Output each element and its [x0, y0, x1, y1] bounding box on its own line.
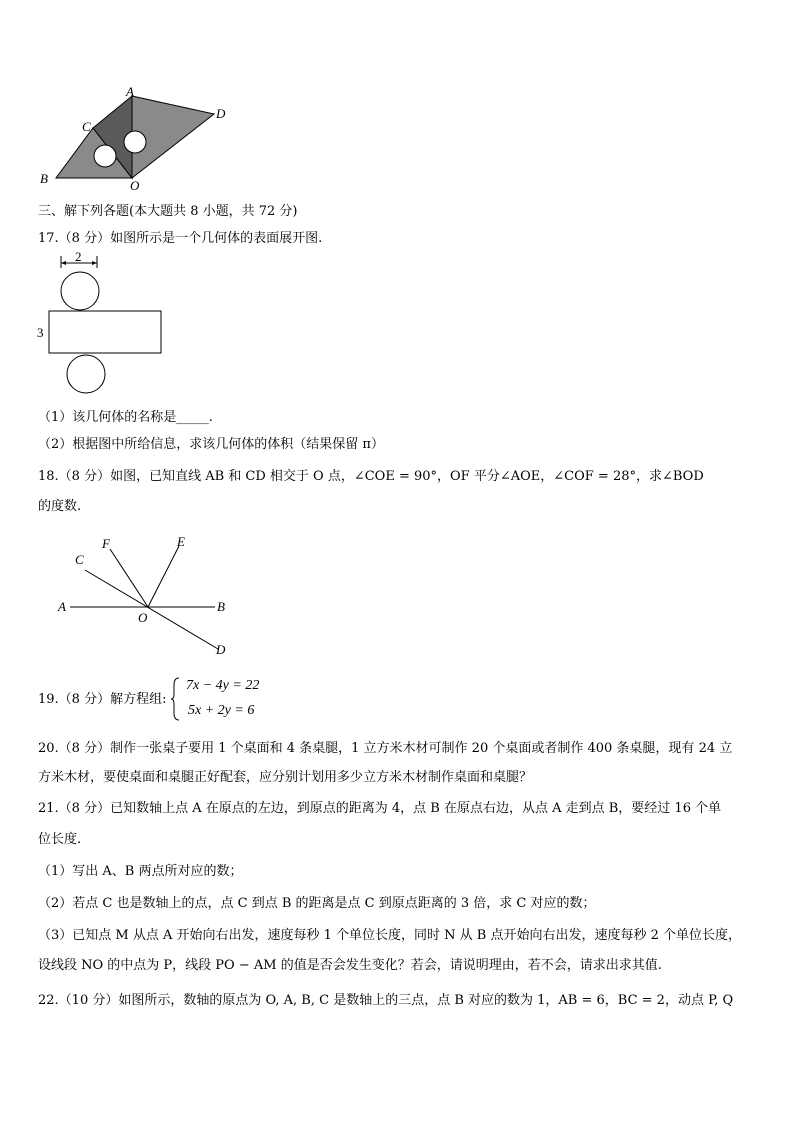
q22-line1: 22.（10 分）如图所示，数轴的原点为 O, A, B, C 是数轴上的三点，点 B 对应的数为 1，AB = 6，BC = 2，动点 P, Q [38, 993, 734, 1008]
q21-part2: （2）若点 C 也是数轴上的点，点 C 到点 B 的距离是点 C 到原点距离的 3 倍，求 C 对应的数； [38, 896, 596, 911]
lateral-rectangle [49, 311, 161, 353]
q21-line1: 21.（8 分）已知数轴上点 A 在原点的左边，到原点的距离为 4，点 B 在原点右边，从点 A 走到点 B，要经过 16 个单 [38, 801, 722, 816]
label-d: D [216, 642, 226, 657]
q18-line1: 18.（8 分）如图，已知直线 AB 和 CD 相交于 O 点，∠COE = 90°，OF 平分∠AOE，∠COF = 28°，求∠BOD [38, 469, 704, 484]
q18-line2: 的度数. [38, 499, 82, 514]
brace-icon [170, 677, 180, 721]
q19-stem: 19.（8 分）解方程组: [38, 692, 167, 707]
q17-part2: （2）根据图中所给信息，求该几何体的体积（结果保留 π） [38, 437, 384, 452]
label-d: D [216, 106, 226, 121]
q21-line2: 位长度. [38, 832, 82, 847]
label-a: A [58, 599, 66, 614]
label-a: A [126, 84, 134, 99]
section-heading: 三、解下列各题(本大题共 8 小题，共 72 分) [38, 204, 298, 219]
dim-top-width: 2 [75, 250, 82, 264]
q20-line1: 20.（8 分）制作一张桌子要用 1 个桌面和 4 条桌腿，1 立方米木材可制作 20 个桌面或者制作 400 条桌腿，现有 24 立 [38, 741, 733, 756]
label-o: O [138, 610, 148, 625]
label-c: C [75, 552, 84, 567]
label-o: O [130, 178, 140, 193]
label-e: E [177, 534, 185, 549]
dim-height: 3 [37, 325, 44, 340]
circle-bottom [67, 355, 105, 393]
circle-left [94, 145, 116, 167]
q21-part1: （1）写出 A、B 两点所对应的数； [38, 864, 243, 879]
q19-equation-2: 5x + 2y = 6 [188, 703, 255, 718]
circle-right [124, 131, 146, 153]
label-b: B [217, 599, 225, 614]
label-c: C [82, 119, 91, 134]
q21-part3a: （3）已知点 M 从点 A 开始向右出发，速度每秒 1 个单位长度，同时 N 从 B 点开始向右出发，速度每秒 2 个单位长度， [38, 928, 742, 943]
q21-part3b: 设线段 NO 的中点为 P，线段 PO − AM 的值是否会发生变化？若会，请说明理由，若不会，请求出求其值. [38, 958, 662, 973]
circle-top [61, 272, 99, 310]
figure-triangles [30, 82, 240, 194]
q17-stem: 17.（8 分）如图所示是一个几何体的表面展开图. [38, 231, 323, 246]
figure-cylinder-net [34, 250, 174, 398]
q17-part1: （1）该几何体的名称是_____. [38, 410, 213, 425]
figure-angles [50, 532, 240, 660]
label-b: B [40, 171, 48, 186]
q20-line2: 方米木材，要使桌面和桌腿正好配套，应分别计划用多少立方米木材制作桌面和桌腿？ [38, 770, 533, 785]
label-f: F [102, 536, 110, 551]
q19-equation-1: 7x − 4y = 22 [186, 678, 260, 693]
